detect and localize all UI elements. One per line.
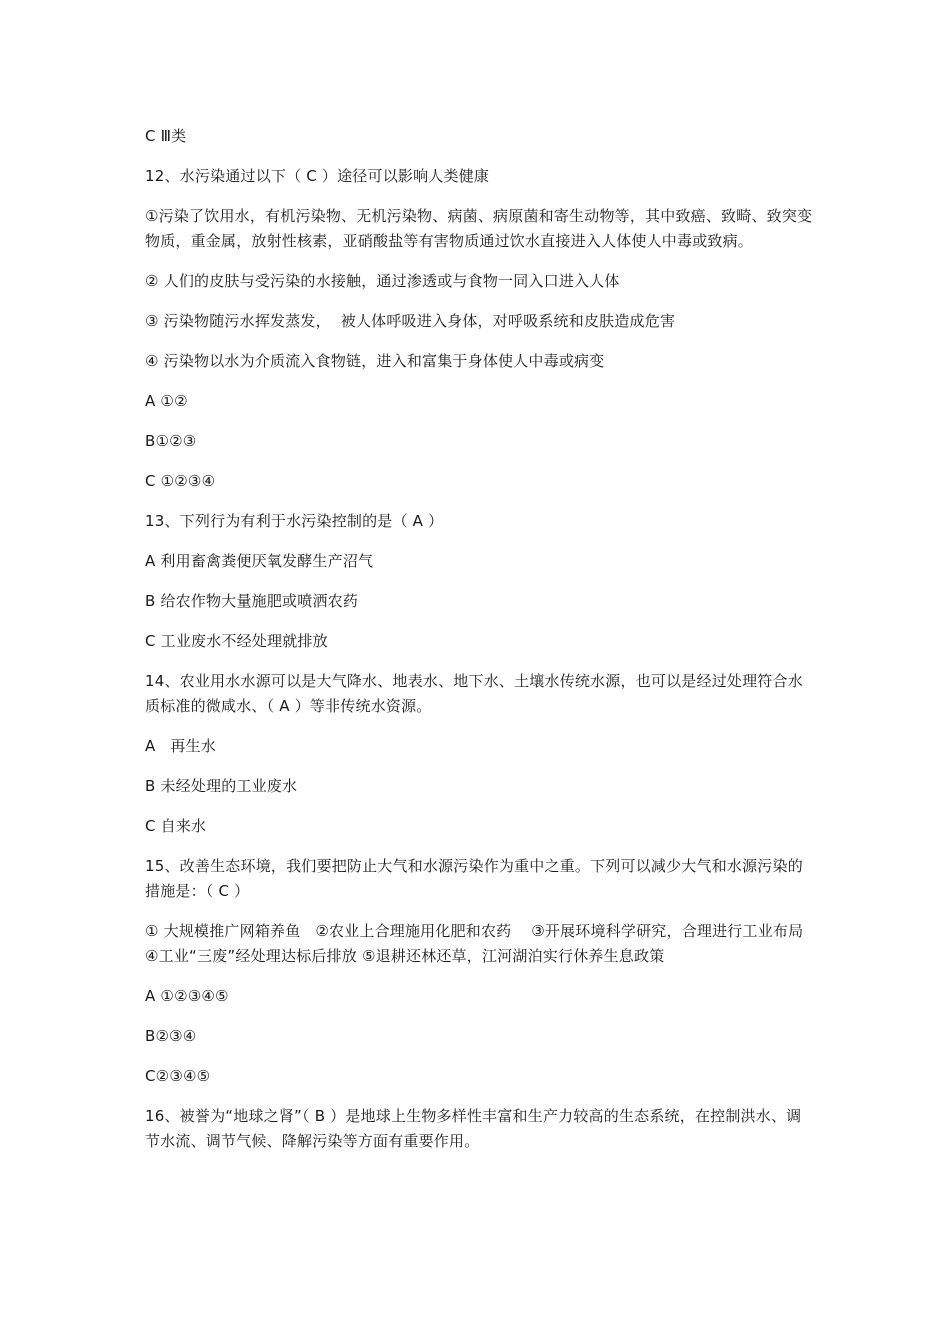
statement-4: ④ 污染物以水为介质流入食物链，进入和富集于身体使人中毒或病变 xyxy=(145,352,605,370)
answer-option: C 工业废水不经处理就排放 xyxy=(145,632,328,650)
answer-option: C②③④⑤ xyxy=(145,1067,211,1085)
answer-option: C Ⅲ类 xyxy=(145,127,187,145)
document-body xyxy=(145,124,844,1169)
answer-option: A 再生水 xyxy=(145,737,216,755)
answer-option: B②③④ xyxy=(145,1027,197,1045)
statement-3: ③ 污染物随污水挥发蒸发， 被人体呼吸进入身体，对呼吸系统和皮肤造成危害 xyxy=(145,312,676,330)
answer-option: C ①②③④ xyxy=(145,472,216,490)
answer-option: B①②③ xyxy=(145,432,197,450)
answer-option: B 给农作物大量施肥或喷洒农药 xyxy=(145,592,359,610)
answer-option: A ①② xyxy=(145,392,188,410)
answer-option: C 自来水 xyxy=(145,817,207,835)
question-15: 15、改善生态环境，我们要把防止大气和水源污染作为重中之重。下列可以减少大气和水源污染的措施是：（ C ） xyxy=(145,857,803,900)
statement-2: ② 人们的皮肤与受污染的水接触，通过渗透或与食物一同入口进入人体 xyxy=(145,272,620,290)
statement-list: ① 大规模推广网箱养鱼 ②农业上合理施用化肥和农药 ③开展环境科学研究，合理进行工业布局 ④工业“三废”经处理达标后排放 ⑤退耕还林还草，江河湖泊实行休养生息政策 xyxy=(145,922,844,965)
answer-option: B 未经处理的工业废水 xyxy=(145,777,298,795)
question-13: 13、下列行为有利于水污染控制的是（ A ） xyxy=(145,512,444,530)
answer-option: A 利用畜禽粪便厌氧发酵生产沼气 xyxy=(145,552,374,570)
question-14: 14、农业用水水源可以是大气降水、地表水、地下水、土壤水传统水源，也可以是经过处理符合水质标准的微咸水、（ A ）等非传统水资源。 xyxy=(145,672,803,715)
answer-option: A ①②③④⑤ xyxy=(145,987,229,1005)
question-16: 16、被誉为“地球之肾”（ B ）是地球上生物多样性丰富和生产力较高的生态系统，在控制洪水、调节水流、调节气候、降解污染等方面有重要作用。 xyxy=(145,1107,802,1150)
statement-1: ①污染了饮用水，有机污染物、无机污染物、病菌、病原菌和寄生动物等，其中致癌、致畸、致突变物质，重金属，放射性核素，亚硝酸盐等有害物质通过饮水直接进入人体使人中毒或致病。 xyxy=(145,207,813,250)
question-12: 12、水污染通过以下（ C ）途径可以影响人类健康 xyxy=(145,167,490,185)
